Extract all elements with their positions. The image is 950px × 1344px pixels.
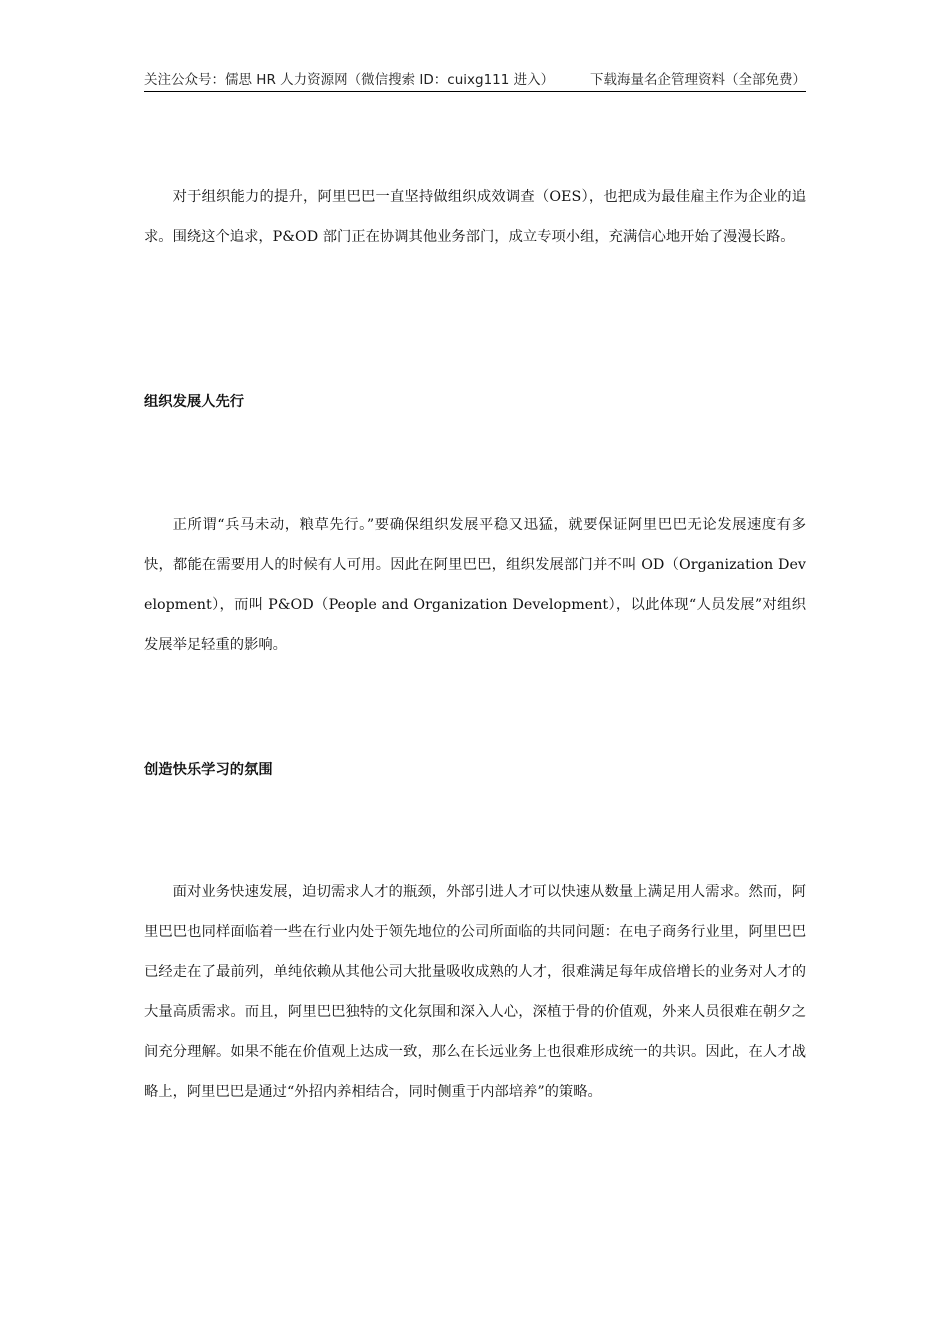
paragraph-oes: 对于组织能力的提升，阿里巴巴一直坚持做组织成效调查（OES），也把成为最佳雇主作为企业的追求。围绕这个追求，P&OD 部门正在协调其他业务部门，成立专项小组，充满信心地开始了漫漫长路。: [144, 189, 806, 245]
section-heading-learning-atmosphere: 创造快乐学习的氛围: [144, 762, 273, 778]
page-header: [144, 68, 806, 92]
header-right-text: 下载海量名企管理资料（全部免费）: [590, 72, 806, 88]
header-left-text: 关注公众号：儒思 HR 人力资源网（微信搜索 ID：cuixg111 进入）: [144, 72, 555, 88]
section-heading-org-development: 组织发展人先行: [144, 394, 245, 410]
paragraph-pod: 正所谓“兵马未动，粮草先行。”要确保组织发展平稳又迅猛，就要保证阿里巴巴无论发展速度有多快，都能在需要用人的时候有人可用。因此在阿里巴巴，组织发展部门并不叫 OD（Organization Development），而叫 P&OD（People and Organization Development），以此体现“人员发展”对组织发展举足轻重的影响。: [144, 517, 806, 653]
paragraph-talent-strategy: 面对业务快速发展，迫切需求人才的瓶颈，外部引进人才可以快速从数量上满足用人需求。然而，阿里巴巴也同样面临着一些在行业内处于领先地位的公司所面临的共同问题：在电子商务行业里，阿里巴巴已经走在了最前列，单纯依赖从其他公司大批量吸收成熟的人才，很难满足每年成倍增长的业务对人才的大量高质需求。而且，阿里巴巴独特的文化氛围和深入人心，深植于骨的价值观，外来人员很难在朝夕之间充分理解。如果不能在价值观上达成一致，那么在长远业务上也很难形成统一的共识。因此，在人才战略上，阿里巴巴是通过“外招内养相结合，同时侧重于内部培养”的策略。: [144, 884, 806, 1100]
